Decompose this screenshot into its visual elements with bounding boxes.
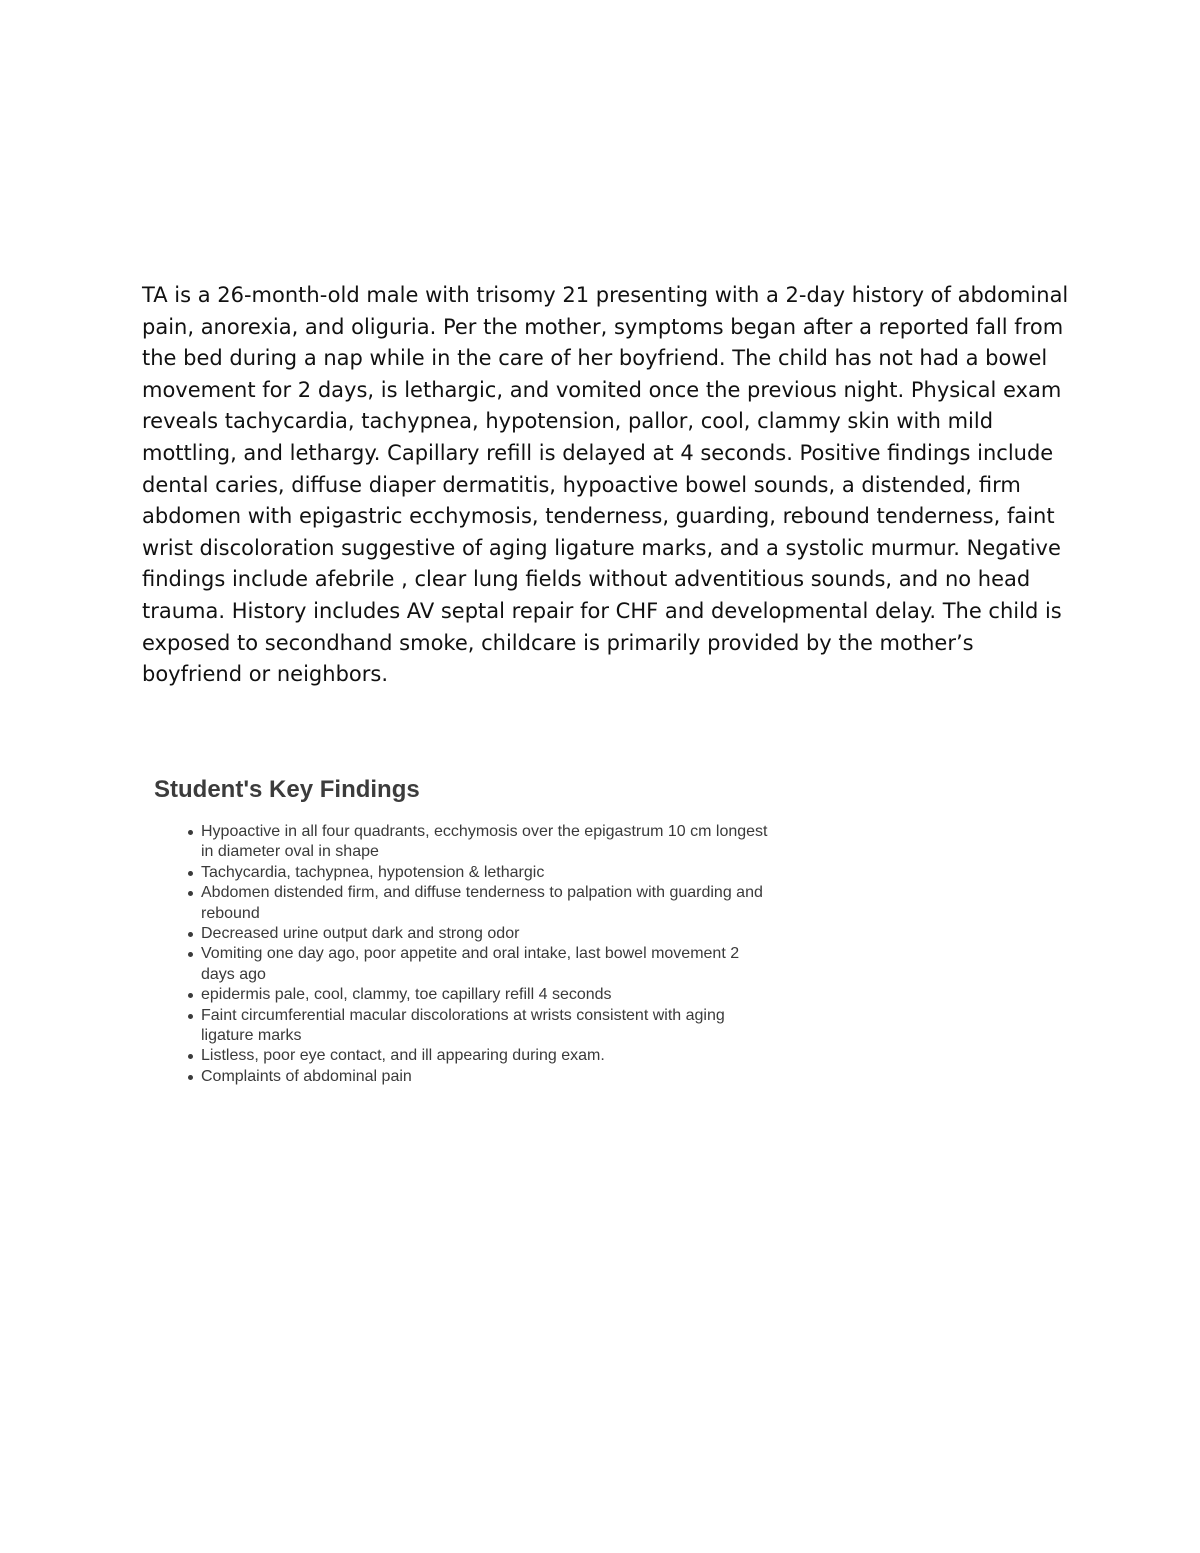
bullet-icon [188,1054,193,1059]
finding-text: Decreased urine output dark and strong odor [201,925,520,943]
finding-text: Complaints of abdominal pain [201,1067,412,1085]
bullet-icon [188,993,193,998]
bullet-icon [188,932,193,937]
finding-item [154,1067,774,1087]
finding-text: Abdomen distended firm, and diffuse tenderness to palpation with guarding and rebound [201,884,763,922]
finding-text: epidermis pale, cool, clammy, toe capillary refill 4 seconds [201,986,612,1004]
finding-item [154,1006,774,1047]
finding-item [154,822,774,863]
bullet-icon [188,952,193,957]
finding-text: Vomiting one day ago, poor appetite and oral intake, last bowel movement 2 days ago [201,945,740,983]
bullet-icon [188,1075,193,1080]
finding-item [154,924,774,944]
finding-item [154,944,774,985]
bullet-icon [188,1014,193,1019]
bullet-icon [188,891,193,896]
finding-text: Hypoactive in all four quadrants, ecchymosis over the epigastrum 10 cm longest in diameter oval in shape [201,823,768,861]
finding-item [154,985,774,1005]
finding-item [154,883,774,924]
finding-text: Listless, poor eye contact, and ill appearing during exam. [201,1047,605,1065]
finding-item [154,863,774,883]
finding-text: Tachycardia, tachypnea, hypotension & lethargic [201,863,545,881]
finding-text: Faint circumferential macular discolorations at wrists consistent with aging ligature marks [201,1006,725,1045]
key-findings-title: Student's Key Findings [154,776,420,803]
finding-item [154,1046,774,1066]
bullet-icon [188,830,193,835]
key-findings-list [154,822,774,1087]
case-description-paragraph: TA is a 26-month-old male with trisomy 21 presenting with a 2-day history of abdominal pain, anorexia, and oliguria. Per the mother, symptoms began after a reported fall from the bed during a nap while in the care of her boyfriend. The child has not had a bowel movement for 2 days, is lethargic, and vomited once the previous night. Physical exam reveals tachycardia, tachypnea, hypotension, pallor, cool, clammy skin with mild mottling, and lethargy. Capillary refill is delayed at 4 seconds. Positive findings include dental caries, diffuse diaper dermatitis, hypoactive bowel sounds, a distended, firm abdomen with epigastric ecchymosis, tenderness, guarding, rebound tenderness, faint wrist discoloration suggestive of aging ligature marks, and a systolic murmur. Negative findings include afebrile , clear lung fields without adventitious sounds, and no head trauma. History includes AV septal repair for CHF and developmental delay. The child is exposed to secondhand smoke, childcare is primarily provided by the mother’s boyfriend or neighbors. [142,283,1069,687]
key-findings-section [154,774,774,1087]
bullet-icon [188,871,193,876]
